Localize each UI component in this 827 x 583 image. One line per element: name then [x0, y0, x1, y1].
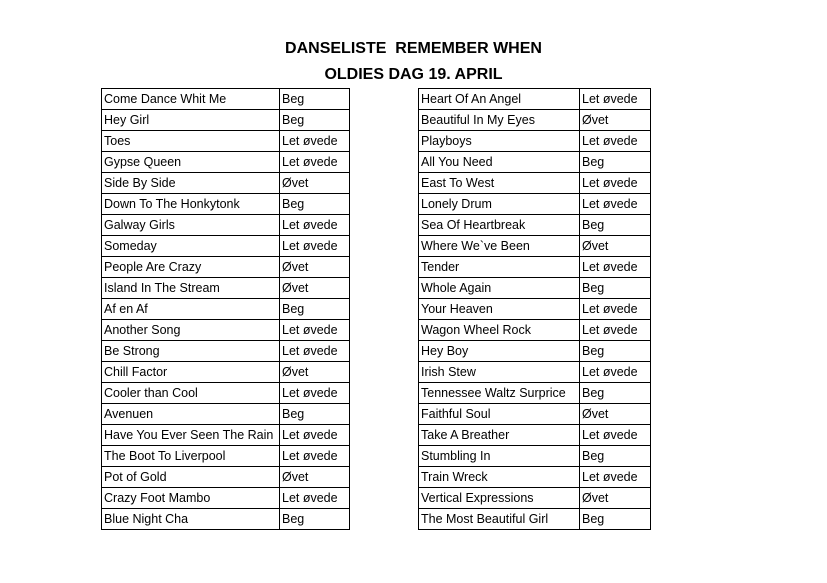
- dance-level-cell: Beg: [280, 110, 350, 131]
- dance-name-cell: Tennessee Waltz Surprice: [419, 383, 580, 404]
- dance-level-cell: Beg: [580, 215, 651, 236]
- table-row: [419, 362, 651, 383]
- dance-level-cell: Øvet: [580, 404, 651, 425]
- dance-name-cell: Heart Of An Angel: [419, 89, 580, 110]
- table-row: [102, 131, 350, 152]
- table-row: [419, 173, 651, 194]
- dance-name-cell: Lonely Drum: [419, 194, 580, 215]
- dance-name-cell: Island In The Stream: [102, 278, 280, 299]
- dance-name-cell: Someday: [102, 236, 280, 257]
- dance-name-cell: Af en Af: [102, 299, 280, 320]
- table-row: [102, 152, 350, 173]
- table-row: [419, 299, 651, 320]
- dance-name-cell: Irish Stew: [419, 362, 580, 383]
- dance-level-cell: Let øvede: [580, 362, 651, 383]
- dance-name-cell: People Are Crazy: [102, 257, 280, 278]
- dance-level-cell: Beg: [580, 509, 651, 530]
- dance-level-cell: Øvet: [280, 278, 350, 299]
- table-row: [419, 320, 651, 341]
- table-row: [419, 425, 651, 446]
- dance-name-cell: Toes: [102, 131, 280, 152]
- table-row: [102, 425, 350, 446]
- dance-level-cell: Øvet: [580, 110, 651, 131]
- dance-name-cell: All You Need: [419, 152, 580, 173]
- dance-name-cell: Cooler than Cool: [102, 383, 280, 404]
- dance-level-cell: Beg: [580, 383, 651, 404]
- dance-table-right-body: [419, 89, 651, 530]
- table-row: [102, 383, 350, 404]
- dance-level-cell: Øvet: [580, 488, 651, 509]
- dance-name-cell: The Most Beautiful Girl: [419, 509, 580, 530]
- dance-level-cell: Øvet: [280, 257, 350, 278]
- dance-level-cell: Let øvede: [280, 446, 350, 467]
- dance-name-cell: East To West: [419, 173, 580, 194]
- dance-table-right: [418, 88, 651, 530]
- table-row: [102, 215, 350, 236]
- table-row: [419, 236, 651, 257]
- table-row: [102, 236, 350, 257]
- dance-level-cell: Let øvede: [580, 89, 651, 110]
- dance-name-cell: Chill Factor: [102, 362, 280, 383]
- table-row: [419, 278, 651, 299]
- dance-name-cell: Take A Breather: [419, 425, 580, 446]
- dance-name-cell: Avenuen: [102, 404, 280, 425]
- table-row: [102, 467, 350, 488]
- dance-name-cell: Faithful Soul: [419, 404, 580, 425]
- table-row: [419, 215, 651, 236]
- table-row: [102, 110, 350, 131]
- dance-level-cell: Beg: [280, 299, 350, 320]
- dance-name-cell: Whole Again: [419, 278, 580, 299]
- dance-level-cell: Beg: [280, 404, 350, 425]
- dance-name-cell: Where We`ve Been: [419, 236, 580, 257]
- dance-level-cell: Let øvede: [280, 131, 350, 152]
- table-row: [102, 299, 350, 320]
- dance-level-cell: Let øvede: [280, 236, 350, 257]
- page-subtitle: OLDIES DAG 19. APRIL: [324, 66, 503, 83]
- dance-name-cell: Wagon Wheel Rock: [419, 320, 580, 341]
- dance-name-cell: Train Wreck: [419, 467, 580, 488]
- table-row: [102, 404, 350, 425]
- table-row: [419, 131, 651, 152]
- table-row: [102, 320, 350, 341]
- table-row: [102, 362, 350, 383]
- dance-level-cell: Beg: [280, 89, 350, 110]
- dance-level-cell: Let øvede: [580, 425, 651, 446]
- dance-level-cell: Øvet: [280, 173, 350, 194]
- page-title: DANSELISTE REMEMBER WHEN: [285, 40, 542, 57]
- table-row: [102, 89, 350, 110]
- dance-name-cell: Hey Girl: [102, 110, 280, 131]
- table-row: [419, 257, 651, 278]
- dance-name-cell: Sea Of Heartbreak: [419, 215, 580, 236]
- dance-level-cell: Let øvede: [580, 299, 651, 320]
- table-row: [102, 341, 350, 362]
- dance-level-cell: Let øvede: [280, 425, 350, 446]
- dance-level-cell: Let øvede: [280, 488, 350, 509]
- table-row: [102, 194, 350, 215]
- dance-level-cell: Beg: [580, 341, 651, 362]
- table-row: [419, 488, 651, 509]
- table-row: [102, 278, 350, 299]
- dance-level-cell: Beg: [280, 509, 350, 530]
- dance-level-cell: Let øvede: [280, 152, 350, 173]
- dance-name-cell: The Boot To Liverpool: [102, 446, 280, 467]
- dance-name-cell: Side By Side: [102, 173, 280, 194]
- dance-level-cell: Øvet: [280, 467, 350, 488]
- dance-table-left: [101, 88, 350, 530]
- dance-level-cell: Let øvede: [280, 215, 350, 236]
- table-row: [419, 467, 651, 488]
- dance-name-cell: Stumbling In: [419, 446, 580, 467]
- table-row: [102, 488, 350, 509]
- table-row: [419, 110, 651, 131]
- dance-level-cell: Øvet: [580, 236, 651, 257]
- table-row: [419, 446, 651, 467]
- table-row: [419, 89, 651, 110]
- dance-level-cell: Beg: [280, 194, 350, 215]
- dance-name-cell: Down To The Honkytonk: [102, 194, 280, 215]
- dance-level-cell: Let øvede: [580, 173, 651, 194]
- dance-level-cell: Let øvede: [580, 194, 651, 215]
- dance-level-cell: Øvet: [280, 362, 350, 383]
- dance-name-cell: Galway Girls: [102, 215, 280, 236]
- table-row: [102, 446, 350, 467]
- dance-name-cell: Come Dance Whit Me: [102, 89, 280, 110]
- table-row: [419, 341, 651, 362]
- dance-name-cell: Have You Ever Seen The Rain: [102, 425, 280, 446]
- table-row: [419, 194, 651, 215]
- dance-name-cell: Beautiful In My Eyes: [419, 110, 580, 131]
- dance-level-cell: Let øvede: [580, 257, 651, 278]
- dance-level-cell: Beg: [580, 278, 651, 299]
- dance-name-cell: Playboys: [419, 131, 580, 152]
- dance-name-cell: Hey Boy: [419, 341, 580, 362]
- dance-name-cell: Gypse Queen: [102, 152, 280, 173]
- table-row: [419, 383, 651, 404]
- table-row: [102, 173, 350, 194]
- dance-name-cell: Another Song: [102, 320, 280, 341]
- dance-name-cell: Vertical Expressions: [419, 488, 580, 509]
- table-row: [419, 404, 651, 425]
- dance-name-cell: Be Strong: [102, 341, 280, 362]
- table-row: [102, 257, 350, 278]
- table-row: [419, 152, 651, 173]
- dance-level-cell: Let øvede: [280, 341, 350, 362]
- dance-level-cell: Let øvede: [580, 131, 651, 152]
- dance-name-cell: Your Heaven: [419, 299, 580, 320]
- dance-table-left-body: [102, 89, 350, 530]
- dance-level-cell: Let øvede: [580, 320, 651, 341]
- table-row: [419, 509, 651, 530]
- dance-level-cell: Beg: [580, 446, 651, 467]
- dance-level-cell: Let øvede: [580, 467, 651, 488]
- dance-name-cell: Tender: [419, 257, 580, 278]
- dance-level-cell: Let øvede: [280, 383, 350, 404]
- dance-name-cell: Blue Night Cha: [102, 509, 280, 530]
- dance-name-cell: Crazy Foot Mambo: [102, 488, 280, 509]
- table-row: [102, 509, 350, 530]
- dance-name-cell: Pot of Gold: [102, 467, 280, 488]
- dance-level-cell: Beg: [580, 152, 651, 173]
- dance-level-cell: Let øvede: [280, 320, 350, 341]
